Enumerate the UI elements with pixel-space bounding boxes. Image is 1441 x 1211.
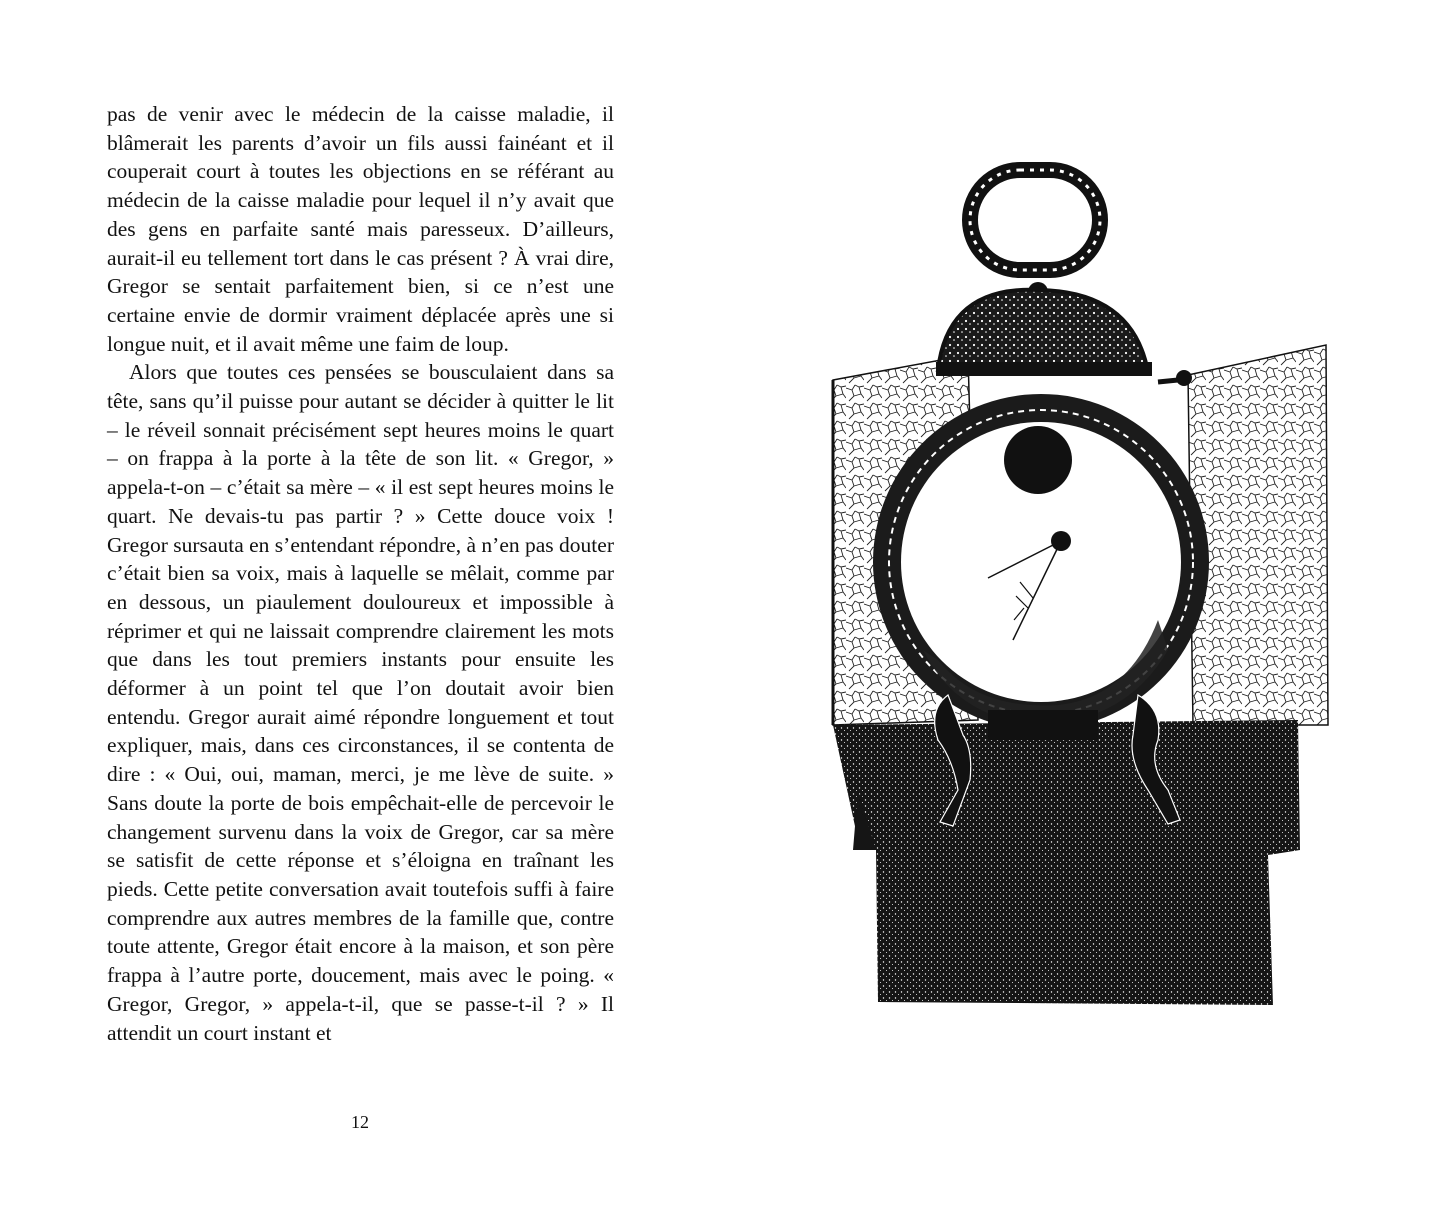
paragraph-2: Alors que toutes ces pensées se bousculaient dans sa tête, sans qu’il puisse pour autant se décider à quitter le lit – le réveil sonnait précisément sept heures moins le quart – on frappa à la porte à la tête de son lit. « Gregor, » appela-t-on – c’était sa mère – « il est sept heures moins le quart. Ne devais-tu pas partir ? » Cette douce voix ! Gregor sursauta en s’entendant répondre, à n’en pas douter c’était bien sa voix, mais à laquelle se mêlait, comme par en dessous, un piaulement douloureux et impossible à réprimer et qui ne laissait comprendre clairement les mots que dans les tout premiers instants pour ensuite les déformer à un point tel que l’on doutait avoir bien entendu. Gregor aurait aimé répondre longuement et tout expliquer, mais, dans ces circonstances, il se contenta de dire : « Oui, oui, maman, merci, je me lève de suite. » Sans doute la porte de bois empêchait-elle de percevoir le changement survenu dans la voix de Gregor, car sa mère se satisfit de cette réponse et s’éloigna en traînant les pieds. Cette petite conversation avait toutefois suffi à faire comprendre aux autres membres de la famille que, contre toute attente, Gregor était encore à la maison, et son père frappa à l’autre porte, doucement, mais avec le poing. « Gregor, Gregor, » appela-t-il, que se passe-t-il ? » Il attendit un court instant et: [107, 360, 614, 1045]
table-block: [833, 720, 1300, 1005]
page-number: 12: [351, 1112, 369, 1132]
text-column: [107, 100, 614, 1047]
paragraph-1: pas de venir avec le médecin de la caisse maladie, il blâmerait les parents d’avoir un fils aussi fainéant et il couperait court à toutes les objections en se référant au médecin de la caisse maladie pour lequel il n’y avait que des gens en parfaite santé mais paresseux. D’ailleurs, aurait-il eu tellement tort dans le cas présent ? À vrai dire, Gregor se sentait parfaitement bien, si ce n’est une certaine envie de dormir vraiment déplacée après une si longue nuit, et il avait même une faim de loup.: [107, 102, 614, 356]
clock-handle: [970, 170, 1100, 302]
clock-body: [873, 394, 1209, 730]
alarm-clock-illustration: [828, 150, 1338, 1010]
clock-bell: [936, 290, 1192, 386]
